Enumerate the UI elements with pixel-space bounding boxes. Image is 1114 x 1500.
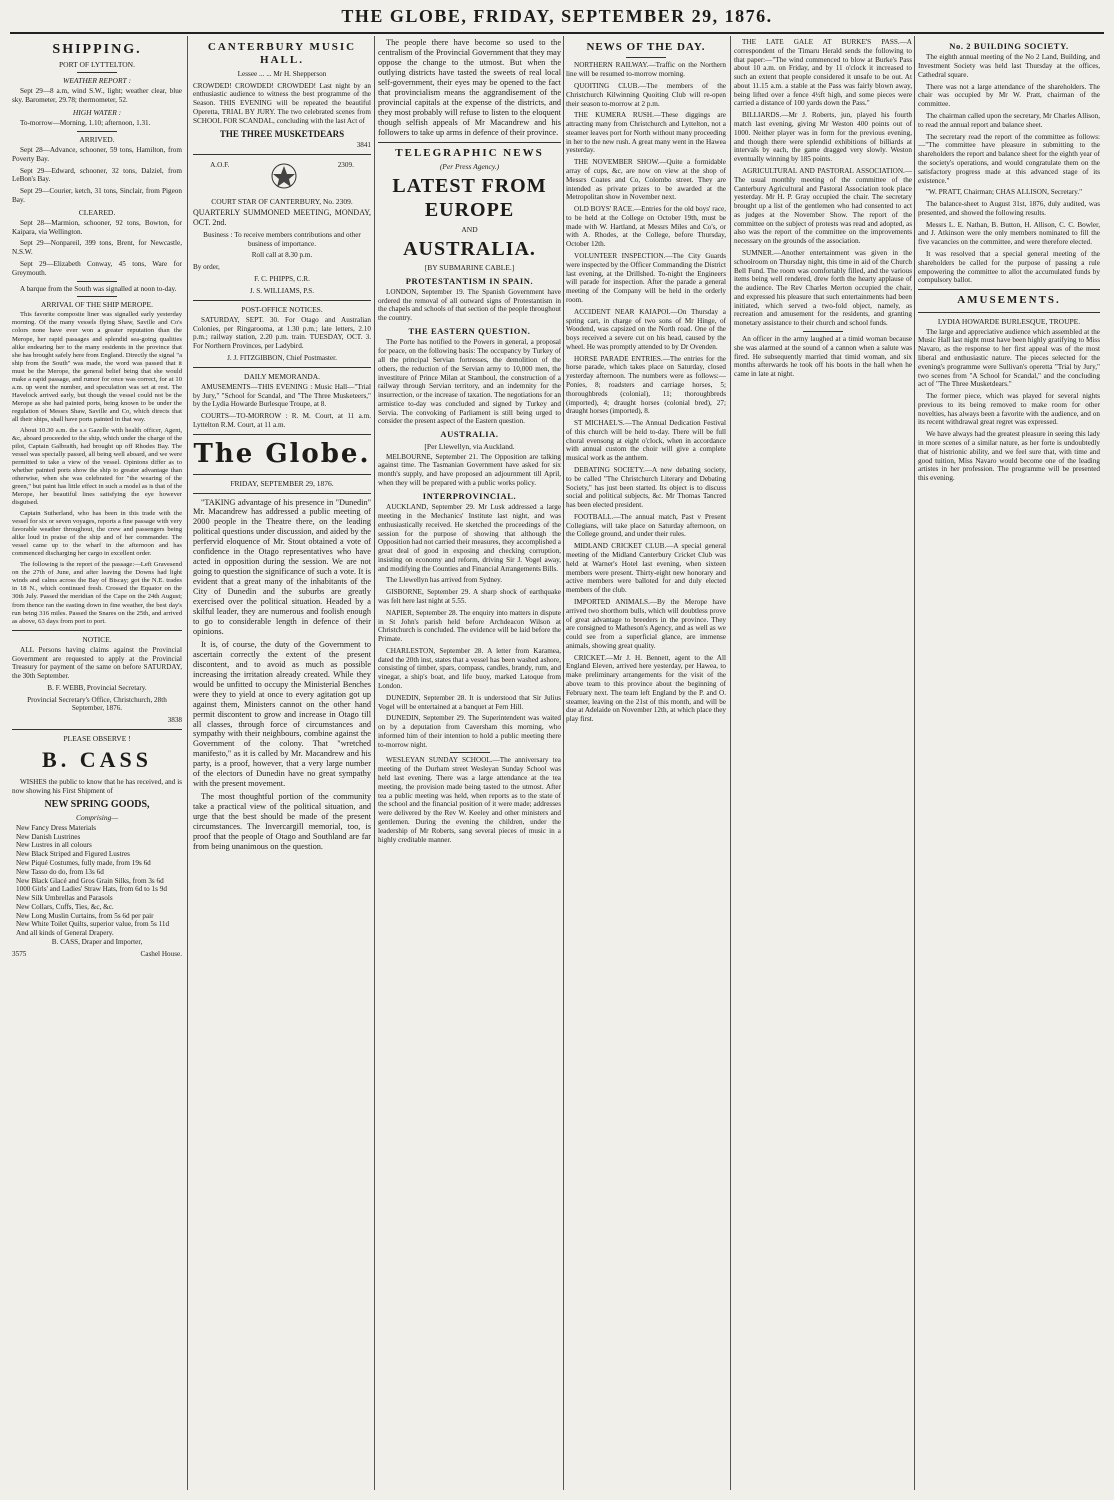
goods-item: New Black Glacé and Gros Grain Silks, from 3s 6d xyxy=(16,876,164,885)
news-item: THE NOVEMBER SHOW.—Quite a formidable array of cups, &c, are now on view at the shop of Messrs Coates and Co, Colombo street. They are intended as private prizes to be awarded at the Metropolitan show in November next. xyxy=(566,158,726,202)
music-hall-ad: CROWDED! CROWDED! CROWDED! Last night by an enthusiastic audience to witness the best programme of the Season. THIS EVENING will be repeated the beautiful Operetta, TRIAL BY JURY. The two celebrated scenes from SCHOOL FOR SCANDAL, concluding with the last Act of xyxy=(193,81,371,125)
amusement-paragraph: We have always had the greatest pleasure in seeing this lady in more scenes of a similar nature, as her forte is undoubtedly that of histrionic ability, and we feel sure that, with time and good tuition, Miss Navaro would become one of the leading artistes in her profession. The programme will be presented this evening. xyxy=(918,430,1100,483)
and-label: AND xyxy=(461,224,478,234)
column-news-of-day xyxy=(566,38,726,1490)
arrived-item: Sept 29—Edward, schooner, 32 tons, Dalziel, from LeBon's Bay. xyxy=(12,166,182,184)
spring-goods-heading: NEW SPRING GOODS, xyxy=(44,798,150,810)
arrived-heading: ARRIVED. xyxy=(79,134,115,144)
australia-text: MELBOURNE, September 21. The Opposition are talking against time. The Tasmanian Government have asked for six month's supply, and have proposed an adjournment till April, when they will be prepared with a public works policy. xyxy=(378,452,561,488)
shipping-heading: SHIPPING. xyxy=(52,42,142,57)
music-hall-heading: CANTERBURY MUSIC HALL. xyxy=(207,41,357,67)
cass-address-row xyxy=(12,950,182,959)
news-item: THE LATE GALE AT BURKE'S PASS.—A correspondent of the Timaru Herald sends the following to that paper:—"The wind commenced to blow at Burke's Pass about 10 a.m. on Friday, and by 11 o'clock it increased to such an extent that people considered it unsafe to be out. At about 11.15 a.m. a stable at the Pass was fairly blown away, being lifted over a fence 4½ft high, and some pieces were carried a distance of 100 yards down the Pass." xyxy=(734,38,912,108)
news-item: QUOITING CLUB.—The members of the Christchurch Kilwinning Quoiting Club will re-open their season to-morrow at 2 p.m. xyxy=(566,81,726,108)
postmaster-signature: J. J. FITZGIBBON, Chief Postmaster. xyxy=(227,353,337,362)
weather-report: Sept 29—8 a.m, wind S.W., light; weather clear, blue sky. Barometer, 29.78; thermometer, 52. xyxy=(12,87,182,105)
musketeers-title: THE THREE MUSKETDEARS xyxy=(219,128,345,139)
memoranda-courts: COURTS—TO-MORROW : R. M. Court, at 11 a.m. Lyttelton R.M. Court, at 11 a.m. xyxy=(193,412,371,429)
amusement-paragraph: The former piece, which was played for several nights previous to its being removed to make room for other novelties, has always been a favorite with the audience, and on its recent withdrawal great regret was expressed. xyxy=(918,392,1100,427)
submarine-cable: [BY SUBMARINE CABLE.] xyxy=(424,263,515,273)
arrived-item: Sept 29—Courier, ketch, 31 tons, Sinclair, from Pigeon Bay. xyxy=(12,187,182,204)
divider xyxy=(193,154,371,155)
ad-number: 3841 xyxy=(356,141,371,150)
divider xyxy=(193,474,371,475)
news-item: BILLIARDS.—Mr J. Roberts, jun, played his fourth match last evening, giving Mr Weston 400 points out of 1000. Neither player was in form for the previous evening, and though there were splendid exhibitions of billiards at intervals by each, the game dragged very slowly. Weston eventually winning by 185 points. xyxy=(734,111,912,164)
news-item: ACCIDENT NEAR KAIAPOI.—On Thursday a spring cart, in charge of two sons of Mr Hinge, of Woodend, was capsized on the North road. One of the boys received a severe cut on his head, caused by the wheel. He was promptly attended to by Dr Ovenden. xyxy=(566,307,726,351)
column-rule xyxy=(374,36,375,1490)
aof-row xyxy=(193,161,371,191)
cass-intro: WISHES the public to know that he has received, and is now showing his First Shipment of xyxy=(12,777,182,795)
australia-via: [Per Llewellyn, via Auckland. xyxy=(424,441,515,451)
post-office-text: SATURDAY, SEPT. 30. For Otago and Australian Colonies, per Ringarooma, at 1.30 p.m.; late letters, 2.10 p.m.; railway station, 2.20 p.m. train. TUESDAY, OCT. 3. For Northern Provinces, per Ladybird. xyxy=(193,315,371,351)
notice-text: ALL Persons having claims against the Provincial Government are requested to apply at the Provincial Treasury for payment of the same on before SATURDAY, the 30th September. xyxy=(12,645,182,681)
port-heading: PORT OF LYTTELTON. xyxy=(59,60,135,70)
news-item: DEBATING SOCIETY.—A new debating society, to be called "The Christchurch Literary and Debating Society," has just been started. Its object is to discuss social and political subjects, &c. Mr Thomas Tancred has been elected president. xyxy=(566,466,726,510)
news-item: SUMNER.—Another entertainment was given in the schoolroom on Thursday night, this time in aid of the Church Bell Fund. The room was comfortably filled, and the various items being well rendered, drew forth the hearty applause of the audience. The Rev Charles Merton occupied the chair, and expressed his pleasure that such entertainments had been initiated, which served a two-fold object, namely, as recreation and amusement for the residents, and granting monetary assistance to their church and school funds. xyxy=(734,248,912,328)
divider xyxy=(12,729,182,730)
eastern-question-heading: THE EASTERN QUESTION. xyxy=(408,326,531,337)
arrival-paragraph: This favorite composite liner was signalled early yesterday morning. Of the many vessels flying Shaw, Saville and Co's colors none have ever won a greater reputation than the Merope, her rapid passages and splendid sea-going qualities alike endearing her to the many residents in the province that she has brought safely here from England. Directly the signal "a ship from the South" was made, the word was passed that it must be the Merope, the general belief being that she would make a rapid passage, and rumor for once was correct, for at 10 a.m. up went the number, and speculation was set at rest. The Havelock arrived early, but though the vessel could not be the Merope as she had painted ports, being known to be under the regulation of Messrs Shaw, Saville and Co, which directs that all their ships, shall have ports painted in that way. xyxy=(12,311,182,423)
latest-europe-heading: LATEST FROM EUROPE xyxy=(392,175,547,222)
interprovincial-item: AUCKLAND, September 29. Mr Lusk addressed a large meeting in the Mechanics' Institute last night, and was enthusiastically received. He sketched the proceedings of the session for the purpose of showing that although the Opposition had not carried their measures, they accomplished a great deal of good in exposing and checking corruption, insisting on economy and reform, driving Sir J. Vogel away, and modifying the Counties and Financial Arrangements Bills. xyxy=(378,503,561,573)
news-item: MIDLAND CRICKET CLUB.—A special general meeting of the Midland Canterbury Cricket Club was held at Warner's Hotel last evening, when sixteen members were present. Thirty-eight new honorary and active members were balloted for and duly elected members of the club. xyxy=(566,542,726,595)
goods-item: New Piqué Costumes, fully made, from 19s 6d xyxy=(16,858,151,867)
cleared-item: Sept 28—Marmion, schooner, 92 tons, Bowton, for Kaipara, via Wellington. xyxy=(12,218,182,236)
society-paragraph: It was resolved that a special general meeting of the shareholders be called for the purpose of passing a rule empowering the committee to allot the accumulated funds by compulsory ballot. xyxy=(918,249,1100,285)
comprising-label: Comprising— xyxy=(75,812,119,822)
leader-paragraph: The most thoughtful portion of the community take a practical view of the political situation, and urge that the best should be made of the present circumstances. The Invercargill memorial, too, is proof that the people of Otago and Southland are far from being unanimous on the question. xyxy=(193,792,371,851)
society-paragraph: The eighth annual meeting of the No 2 Land, Building, and Investment Society was held last Thursday at the offices, Cathedral square. xyxy=(918,53,1100,79)
column-local-news xyxy=(734,38,912,1490)
news-item: IMPORTED ANIMALS.—By the Merope have arrived two shorthorn bulls, which will doubtless prove of great advantage to breeders in the province. They are consigned to Matheson's Agency, and as well as we could see from a superficial glance, are immense animals, showing great quality. xyxy=(566,597,726,650)
signature: J. S. WILLIAMS, P.S. xyxy=(249,286,315,295)
goods-item: New Long Muslin Curtains, from 5s 6d per pair xyxy=(16,911,154,920)
news-of-day-heading: NEWS OF THE DAY. xyxy=(586,41,706,53)
arrived-item: Sept 28—Advance, schooner, 59 tons, Hamilton, from Poverty Bay. xyxy=(12,145,182,163)
goods-item: New Danish Lustrines xyxy=(16,832,81,841)
goods-list xyxy=(12,824,182,938)
leader-continued: The people there have become so used to the centralism of the Provincial Government that they may oppose the change to the utmost. But when the outlying districts have tasted the sweets of real local self-government, their eyes may be opened to the fact that provincialism means the aggrandisement of the provincial capitals at the expense of the districts, and they most probably will refuse to listen to the eloquent though selfish appeals of Mr Macandrew and his followers to take up arms in defence of their province. xyxy=(378,38,561,137)
column-building-society xyxy=(918,38,1100,1490)
news-item: OLD BOYS' RACE.—Entries for the old boys' race, to be held at the College on October 19th, must be made with W. Hartland, at Messrs Miles and Co's, or with A. Rhodes, at the College, before Thursday, October 12th. xyxy=(566,205,726,249)
music-hall-lessee: Lessee ... ... Mr H. Shepperson xyxy=(237,69,327,78)
masthead: THE GLOBE, FRIDAY, SEPTEMBER 29, 1876. xyxy=(341,6,773,26)
globe-logo: The Globe. xyxy=(193,438,371,469)
signature: F. C. PHIPPS, C.R. xyxy=(254,275,310,284)
notice-office: Provincial Secretary's Office, Christchurch, 28th September, 1876. xyxy=(27,695,167,713)
divider xyxy=(626,57,666,58)
news-item: AGRICULTURAL AND PASTORAL ASSOCIATION.—The usual monthly meeting of the committee of the Canterbury Agricultural and Pastoral Association took place yesterday. Mr H. P. Gray occupied the chair. The secretary brought up a list of the gentlemen who had consented to act as judges at the November Show. The report of the committee on the subject of protests was read and adopted, as also was the report of the committee on the improvements necessary on the grounds of the association. xyxy=(734,166,912,246)
news-item: THE KUMERA RUSH.—These diggings are attracting many from Christchurch and Lyttelton, not a steamer leaves port for North without many proceeding in her to the new rush. A great many went in the Hawea yesterday. xyxy=(566,111,726,155)
business-text: Business : To receive members contributions and other business of importance. xyxy=(203,230,361,248)
cass-signature: B. CASS, Draper and Importer, xyxy=(51,938,143,947)
notice-signature: B. F. WEBB, Provincial Secretary. xyxy=(47,683,147,692)
weather-heading: WEATHER REPORT : xyxy=(63,76,131,86)
news-item: An officer in the army laughed at a timid woman because she was alarmed at the sound of a cannon when a salute was fired. He subsequently married that timid woman, and six months afterwards he took off his boots in the hall when he came in late at night. xyxy=(734,335,912,379)
cass-address: Cashel House. xyxy=(140,949,182,958)
arrival-paragraph: The following is the report of the passage:—Left Gravesend on the 27th of June, and after leaving the Downs had light winds and calms across the Bay of Biscay; got the N.E. trades in 18 N., which continued fresh. Crossed the Equator on the 30th July. Passed the meridian of the Cape on the 24th August; from thence ran the easting down in fine weather, the best day's run being 316 miles. Passed the Snares on the 25th, and arrived as above, 63 days from port to port. xyxy=(12,561,182,625)
ad-number: 3838 xyxy=(167,716,182,725)
memoranda-heading: DAILY MEMORANDA. xyxy=(243,371,321,381)
post-office-heading: POST-OFFICE NOTICES. xyxy=(241,304,323,314)
divider xyxy=(77,72,117,73)
goods-item: 1000 Girls' and Ladies' Straw Hats, from 6d to 1s 9d xyxy=(16,885,167,894)
telegraphic-heading: TELEGRAPHIC NEWS xyxy=(395,146,544,159)
goods-item: New Fancy Dress Materials xyxy=(16,823,97,832)
protestantism-heading: PROTESTANTISM IN SPAIN. xyxy=(405,275,534,286)
divider xyxy=(193,434,371,435)
news-item: NORTHERN RAILWAY.—Traffic on the Northern line will be resumed to-morrow morning. xyxy=(566,61,726,79)
divider xyxy=(77,281,117,282)
court-emblem-icon xyxy=(264,161,304,191)
cleared-item: Sept 29—Elizabeth Conway, 45 tons, Ware for Greymouth. xyxy=(12,259,182,277)
goods-item: New Black Striped and Figured Lustres xyxy=(16,850,130,859)
society-paragraph: "W. PRATT, Chairman; CHAS ALLISON, Secretary." xyxy=(926,188,1083,197)
divider xyxy=(378,142,561,143)
news-item: HORSE PARADE ENTRIES.—The entries for the horse parade, which takes place on Saturday, closed yesterday afternoon. The numbers were as follows:—Ponies, 8; roadsters and carriage horses, 5; thoroughbreds (colonial), 11; thoroughbreds (imported), 4; draught horses (colonial bred), 27; draught horses (imported), 8. xyxy=(566,354,726,416)
aof-label: A.O.F. xyxy=(210,161,230,170)
roll-call: Roll call at 8.30 p.m. xyxy=(251,251,313,260)
news-item: VOLUNTEER INSPECTION.—The City Guards were inspected by the Officer Commanding the District last evening, at the Drillshed. To-night the Engineers will parade for inspection. After the parade a general meeting of the Company will be held in the orderly room. xyxy=(566,252,726,304)
masthead-rule xyxy=(10,32,1104,34)
by-order: By order, xyxy=(193,263,220,272)
quarterly-meeting: QUARTERLY SUMMONED MEETING, MONDAY, OCT. 2nd. xyxy=(193,208,371,228)
goods-item: New White Toilet Quilts, superior value, from 5s 11d xyxy=(16,920,170,929)
building-society-heading: No. 2 BUILDING SOCIETY. xyxy=(949,41,1069,51)
interprovincial-item: DUNEDIN, September 29. The Superintendent was waited on by a deputation from Caversham this morning, who informed him of their intention to hold a public meeting there to-morrow night. xyxy=(378,714,561,749)
goods-item: And all kinds of General Drapery. xyxy=(16,929,114,938)
protestantism-text: LONDON, September 19. The Spanish Government have ordered the removal of all outward signs of Protestantism in the chapels and schools of that section of the people throughout the country. xyxy=(378,287,561,323)
society-paragraph: Messrs L. E. Nathan, B. Button, H. Allison, C. C. Bowler, and J. Atkinson were the only members nominated to fill the five vacancies on the committee, and were therefore elected. xyxy=(918,220,1100,247)
interprovincial-item: NAPIER, September 28. The enquiry into matters in dispute in St John's parish held before Archdeacon Wilson at Christchurch is concluded. The evidence will be laid before the Primate. xyxy=(378,608,561,644)
court-star: COURT STAR OF CANTERBURY, No. 2309. xyxy=(211,197,353,207)
column-rule xyxy=(187,36,188,1490)
cleared-heading: CLEARED. xyxy=(78,207,116,217)
high-water-heading: HIGH WATER : xyxy=(72,107,122,117)
memoranda-amusements: AMUSEMENTS—THIS EVENING : Music Hall—"Trial by Jury," "School for Scandal, and "The Three Musketeers," by the Lydia Howarde Burlesque Troupe, at 8. xyxy=(193,382,371,409)
eastern-question-text: The Porte has notified to the Powers in general, a proposal for peace, on the following basis: The occupancy by Turkey of all the principal Servian fortresses, the demolition of the others, the reduction of the Servian army to 10,000 men, the investiture of Prince Milan at Stamboul, the construction of a railway through Servian territory, and an indemnity for the insurrection, or the increase of taxation. The negotiations for an armistice to-day was concluded and signed by Turkey and Servia. The convoking of Parliament is still being urged to consider the present aspect of the Eastern question. xyxy=(378,338,561,426)
barque-note: A barque from the South was signalled at noon to-day. xyxy=(20,284,177,293)
society-paragraph: The balance-sheet to August 31st, 1876, duly audited, was presented, and showed the following results. xyxy=(918,200,1100,217)
press-agency: (Per Press Agency.) xyxy=(439,161,500,171)
wesleyan-item: WESLEYAN SUNDAY SCHOOL.—The anniversary tea meeting of the Durham street Wesleyan Sunday School was held last evening. There was a large attendance at the tea meeting, the provision made being tasted to the utmost. After tea a public meeting was held, when reports as to the state of the school and the financial position of it were made; addresses were delivered by the Rev W. Keeley and other ministers and gentlemen. During the evening the children, under the leadership of Mr Roberts, sang several pieces of music in a highly creditable manner. xyxy=(378,756,561,844)
australia-subheading: AUSTRALIA. xyxy=(440,429,499,440)
goods-item: New Tasso do do, from 13s 6d xyxy=(16,867,104,876)
divider xyxy=(193,367,371,368)
column-rule xyxy=(914,36,915,1490)
arrival-paragraph: About 10.30 a.m. the s.s Gazelle with health officer, Agent, &c, aboard proceeded to the ship, which under the charge of the pilot, Captain Galbraith, had brought up off Rhodes Bay. The vessel was specially passed, all being well aboard, and we were permitted to take a view of the vessel. Opinions differ as to whether painted ports show the ship to greater advantage than otherwise, when she was celebrated for "the wearing of the green," but paint has little effect in such a model as is that of the Merope, her beautiful lines satisfying the eye however disguised. xyxy=(12,426,182,507)
aof-number: 2309. xyxy=(337,161,354,170)
goods-item: New Collars, Cuffs, Ties, &c, &c. xyxy=(16,902,114,911)
cass-heading: B. CASS xyxy=(42,747,152,773)
divider xyxy=(918,312,1100,313)
notice-heading: NOTICE. xyxy=(82,634,112,644)
observe-heading: PLEASE OBSERVE ! xyxy=(63,734,131,743)
divider xyxy=(77,296,117,297)
news-item: FOOTBALL.—The annual match, Past v Present Collegians, will take place on Saturday afternoon, on the College ground, and under their rules. xyxy=(566,512,726,539)
column-shipping xyxy=(12,38,182,1490)
amusement-paragraph: The large and appreciative audience which assembled at the Music Hall last night must have been highly gratifying to Miss Navaro, as the response to her first appeal was of the most liberal and enthusiastic nature. The pieces selected for the evening's programme were Sullivan's operetta "Trial by Jury," two scenes from "A School for Scandal," and the concluding act of "The Three Musketdears." xyxy=(918,327,1100,389)
leader-dateline: FRIDAY, SEPTEMBER 29, 1876. xyxy=(230,479,334,489)
interprovincial-item: CHARLESTON, September 28. A letter from Karamea, dated the 20th inst, states that a vessel has been washed ashore, consisting of timber, spars, compass, candles, brandy, rum, and vinegar, a ship's boat, and life buoy, marked Latoque from London. xyxy=(378,646,561,691)
australia-heading: AUSTRALIA. xyxy=(403,238,536,260)
news-item: CRICKET.—Mr J. H. Bennett, agent to the All England Eleven, arrived here yesterday, per Hawea, to make preliminary arrangements for the visit of the above team to this province about the beginning of February next. The team left England by the P. and O. steamer, leaving on the 21st of this month, and will be due at Adelaide on November 12th, at which place they play first. xyxy=(566,653,726,724)
goods-item: New Lustres in all colours xyxy=(16,841,92,850)
high-water: To-morrow—Morning, 1.10; afternoon, 1.31. xyxy=(20,119,151,128)
amusements-heading: AMUSEMENTS. xyxy=(957,294,1061,307)
column-telegraphic xyxy=(378,38,561,1490)
goods-item: New Silk Umbrellas and Parasols xyxy=(16,894,113,903)
ad-number: 3575 xyxy=(12,949,27,958)
society-paragraph: The chairman called upon the secretary, Mr Charles Allison, to read the annual report and balance sheet. xyxy=(918,112,1100,129)
interprovincial-heading: INTERPROVINCIAL. xyxy=(422,490,517,501)
arrival-heading: ARRIVAL OF THE SHIP MEROPE. xyxy=(41,300,153,310)
divider xyxy=(77,131,117,132)
cleared-item: Sept 29—Nonpareil, 399 tons, Brent, for Newcastle, N.S.W. xyxy=(12,239,182,257)
divider xyxy=(918,289,1100,290)
divider xyxy=(450,752,490,753)
leader-paragraph: It is, of course, the duty of the Government to ascertain correctly the extent of the present discontent, and to avoid as much as possible increasing the irritation already created. While they would be unfitted to occupy the Ministerial Benches were they to yield at once to every agitation got up against them, Ministers cannot on the other hand permit discontent to grow and increase in Otago till all classes, through force of circumstances and sympathy with their neighbours, combine against the Government of the colony. That "wretched manifesto," as it is called by Mr. Macandrew and his party, is a proof, however, that a very large number of the electors of Dunedin have no great sympathy with the present movement. xyxy=(193,639,371,789)
news-item: ST MICHAEL'S.—The Annual Dedication Festival of this church will be held to-day. There will be full choral evensong at eight o'clock, when in accordance with annual custom the choir will give a complete musical work as the anthem. xyxy=(566,419,726,463)
divider xyxy=(193,493,371,494)
divider xyxy=(12,630,182,631)
interprovincial-item: The Llewellyn has arrived from Sydney. xyxy=(386,576,503,585)
society-paragraph: There was not a large attendance of the shareholders. The chair was occupied by Mr W. Pratt, chairman of the committee. xyxy=(918,82,1100,109)
column-notices xyxy=(193,38,371,1490)
arrival-paragraph: Captain Sutherland, who has been in this trade with the vessel for six or seven voyages, reports a fine passage with very favorable weather throughout, the crew and passengers being alike loud in praise of the ship and of her commander. The vessel came up to the wharf in the afternoon and has commenced discharging her cargo in excellent order. xyxy=(12,510,182,558)
lydia-heading: LYDIA HOWARDE BURLESQUE, TROUPE. xyxy=(937,316,1081,326)
interprovincial-item: DUNEDIN, September 28. It is understood that Sir Julius Vogel will be entertained at a banquet at Fern Hill. xyxy=(378,693,561,711)
divider xyxy=(193,300,371,301)
column-rule xyxy=(563,36,564,1490)
leader-paragraph: "TAKING advantage of his presence in "Dunedin" Mr. Macandrew has addressed a public meeting of 2000 people in the Theatre there, on the leading political questions under discussion, and aided by the perfervid eloquence of Mr. Stout obtained a vote of confidence in the Otago representatives who have acted in opposition during the session. We are not going to question the significance of such a vote. It is evident that a great many of the inhabitants of the City of Dunedin and the suburbs are greatly exercised over the political situation. Headed by a skilful leader, they are numerous and foolish enough to go to considerable length in defence of their opinions. xyxy=(193,497,371,636)
interprovincial-item: GISBORNE, September 29. A sharp shock of earthquake was felt here last night at 5.55. xyxy=(378,588,561,605)
divider xyxy=(803,331,843,332)
society-paragraph: The secretary read the report of the committee as follows:—"The committee have pleasure in submitting to the shareholders the report and balance sheet for the eighth year of the society's operations, and would congratulate them on the satisfactory progress made at this advanced stage of its existence." xyxy=(918,132,1100,185)
column-rule xyxy=(730,36,731,1490)
